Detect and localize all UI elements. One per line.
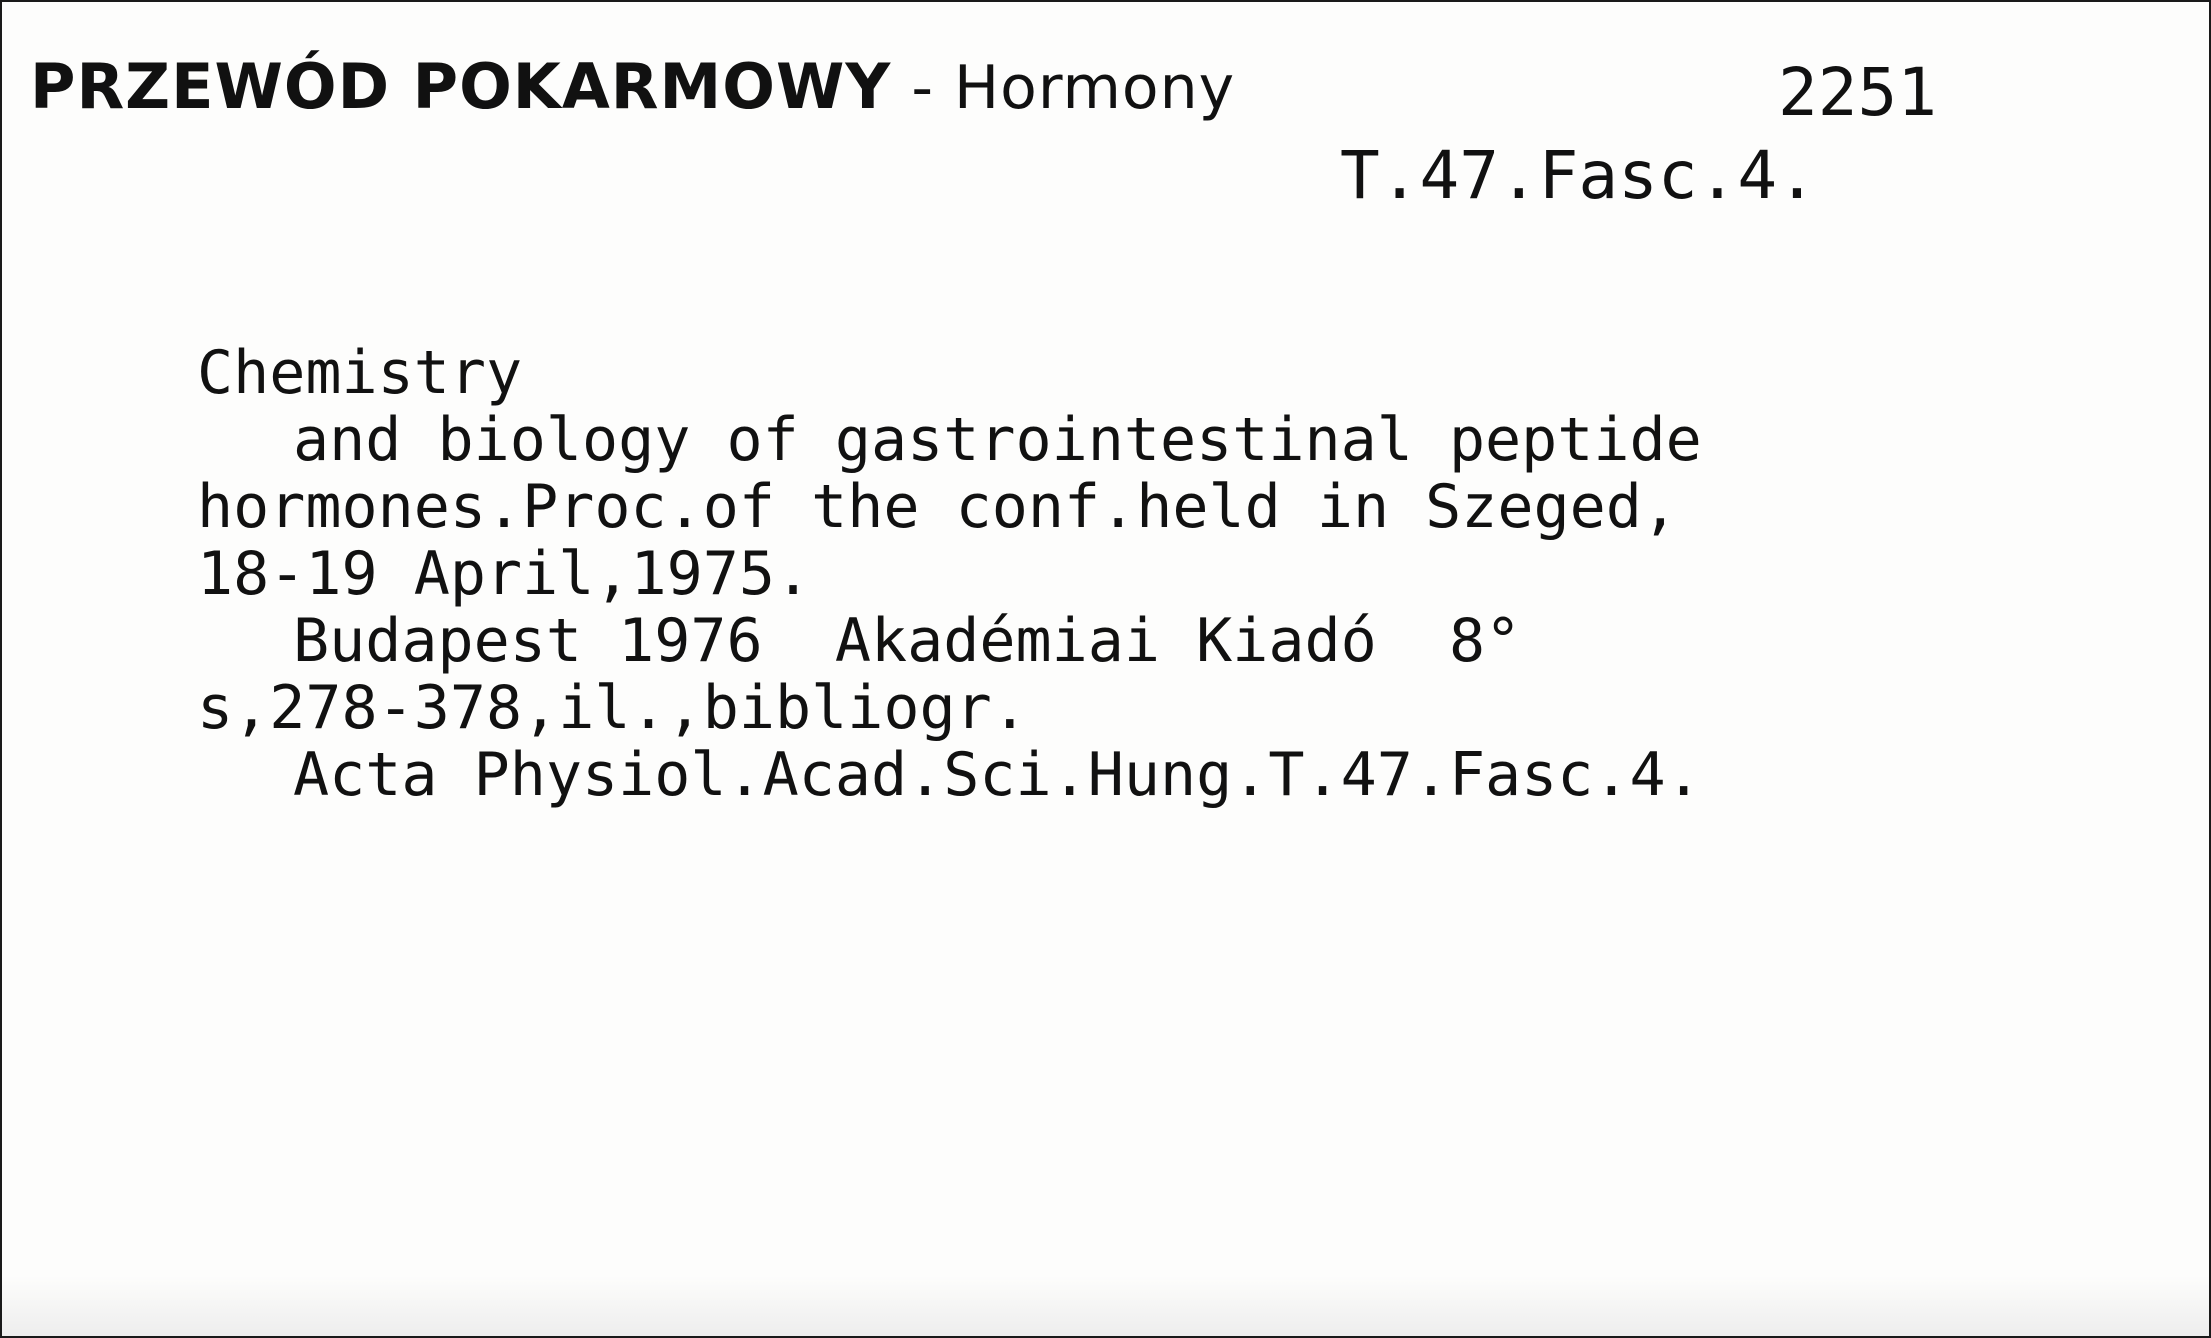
- volume-reference: T.47.Fasc.4.: [1340, 137, 1817, 214]
- bibliographic-entry: [197, 340, 1702, 809]
- entry-imprint-line: Budapest 1976 Akadémiai Kiadó 8°: [293, 606, 1522, 676]
- subject-main: PRZEWÓD POKARMOWY: [30, 50, 892, 123]
- subject-heading: [30, 50, 1235, 123]
- catalog-number: 2251: [1778, 54, 1937, 131]
- entry-title-line: Chemistry: [197, 338, 523, 408]
- card-bottom-shading: [2, 1276, 2209, 1336]
- subject-subheading: - Hormony: [891, 53, 1236, 123]
- entry-collation-line: s,278-378,il.,bibliogr.: [197, 673, 1028, 743]
- entry-conference-line: hormones.Proc.of the conf.held in Szeged,: [197, 472, 1679, 542]
- entry-series-line: Acta Physiol.Acad.Sci.Hung.T.47.Fasc.4.: [293, 740, 1702, 810]
- entry-date-line: 18-19 April,1975.: [197, 539, 812, 609]
- entry-title-continuation: and biology of gastrointestinal peptide: [293, 405, 1702, 475]
